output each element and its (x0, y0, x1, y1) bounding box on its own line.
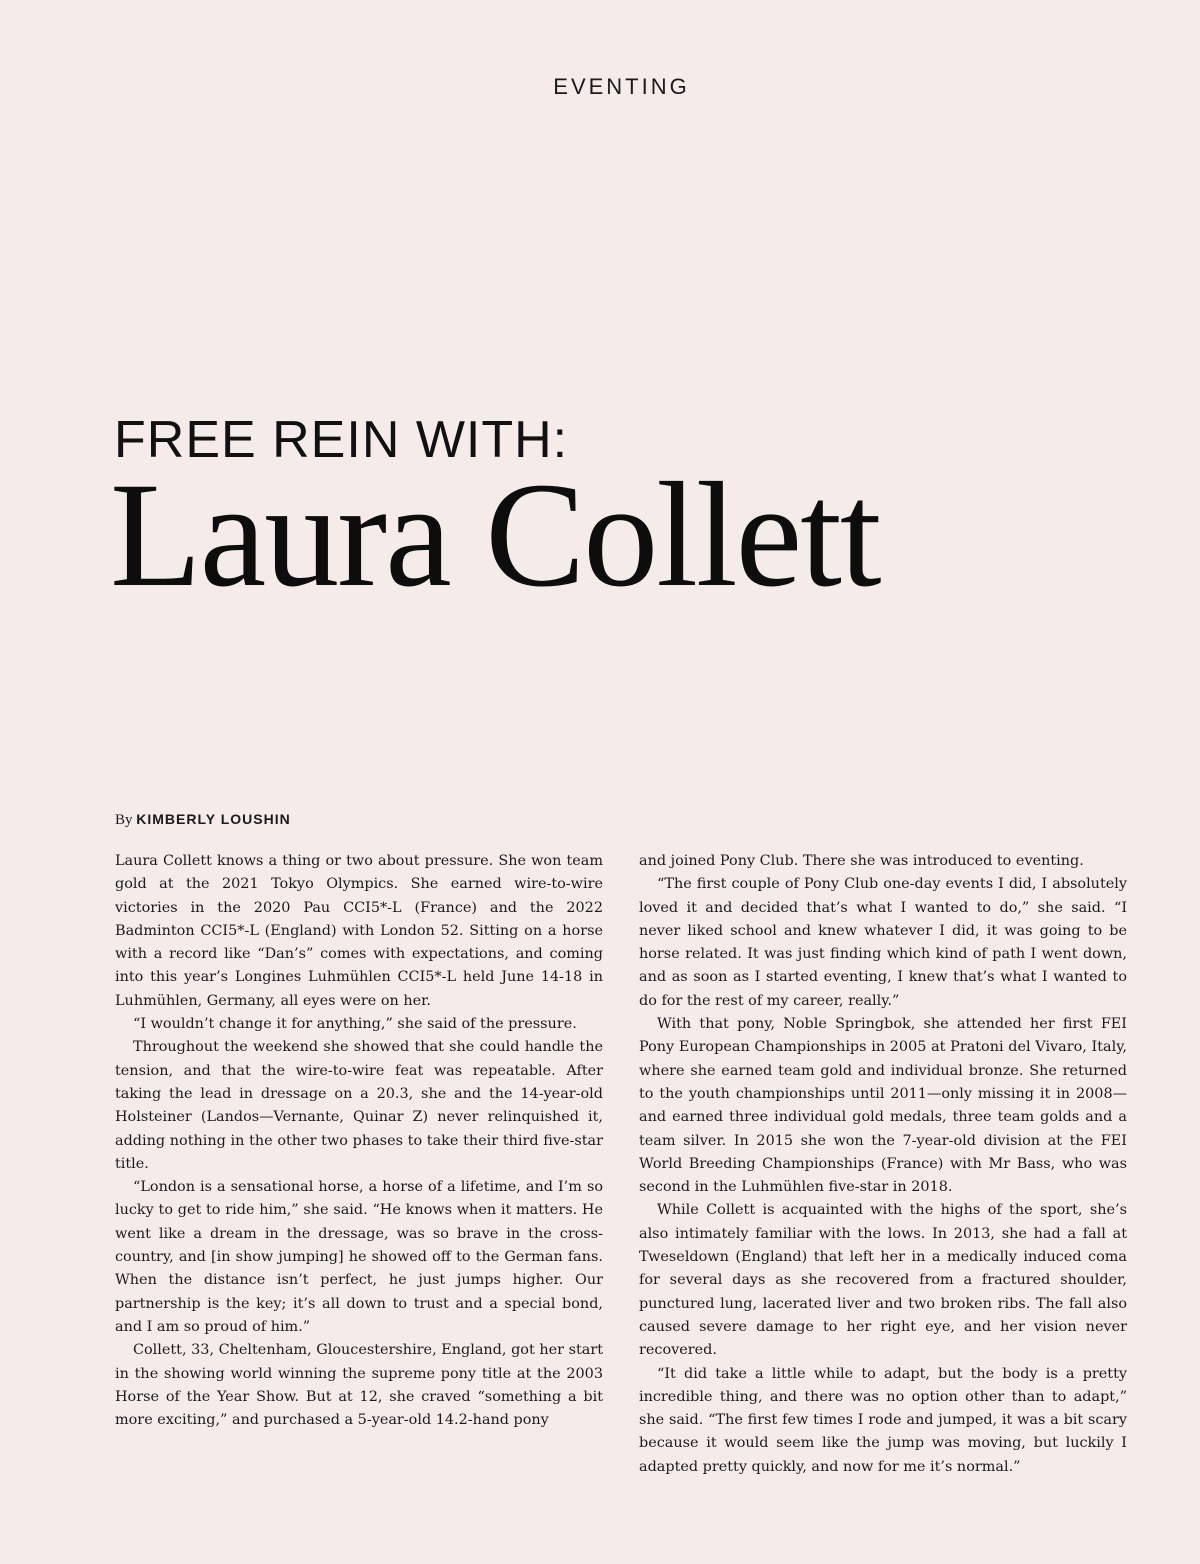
section-label: EVENTING (553, 74, 690, 99)
headline-kicker: FREE REIN WITH: (114, 411, 569, 469)
byline-prefix: By (115, 812, 133, 828)
article-paragraph: “The first couple of Pony Club one-day events I did, I absolutely loved it and decided that’s what I wanted to do,” she said. “I never liked school and knew whatever I did, it was going to be horse related. It was just finding which kind of path I went down, and as soon as I started eventing, I knew that’s what I wanted to do for the rest of my career, really.” (639, 876, 1127, 1009)
article-paragraph: Laura Collett knows a thing or two about pressure. She won team gold at the 2021 Tokyo Olympics. She earned wire-to-wire victories in the 2020 Pau CCI5*-L (France) and the 2022 Badminton CCI5*-L (England) with London 52. Sitting on a horse with a record like “Dan’s” comes with expectations, and coming into this year’s Longines Luhmühlen CCI5*-L held June 14-18 in Luhmühlen, Germany, all eyes were on her. (115, 853, 603, 1009)
article-paragraph: Collett, 33, Cheltenham, Gloucestershire, England, got her start in the showing world winning the supreme pony title at the 2003 Horse of the Year Show. But at 12, she craved “something a bit more exciting,” and purchased a 5-year-old 14.2-hand pony (115, 1342, 603, 1429)
article-paragraph: Throughout the weekend she showed that she could handle the tension, and that the wire-to-wire feat was repeatable. After taking the lead in dressage on a 20.3, she and the 14-year-old Holsteiner (Landos—Vernante, Quinar Z) never relinquished it, adding nothing in the other two phases to take their third five-star title. (115, 1039, 603, 1172)
article-paragraph: “I wouldn’t change it for anything,” she said of the pressure. (133, 1016, 577, 1033)
article-column-right (639, 850, 1127, 1479)
article-paragraph: While Collett is acquainted with the highs of the sport, she’s also intimately familiar with the lows. In 2013, she had a fall at Tweseldown (England) that left her in a medically induced coma for several days as she recovered from a fractured shoulder, punctured lung, lacerated liver and two broken ribs. The fall also caused severe damage to her right eye, and her vision never recovered. (639, 1202, 1127, 1359)
article-paragraph: “London is a sensational horse, a horse of a lifetime, and I’m so lucky to get to ride him,” she said. “He knows when it matters. He went like a dream in the dressage, was so brave in the cross-country, and [in show jumping] he showed off to the German fans. When the distance isn’t perfect, he just jumps higher. Our partnership is the key; it’s all down to trust and a special bond, and I am so proud of him.” (115, 1179, 603, 1335)
article-column-left (115, 850, 603, 1432)
headline-name: Laura Collett (110, 452, 880, 618)
article-paragraph: With that pony, Noble Springbok, she attended her first FEI Pony European Championships in 2005 at Pratoni del Vivaro, Italy, where she earned team gold and individual bronze. She returned to the youth championships until 2011—only missing it in 2008—and earned three individual gold medals, three team golds and a team silver. In 2015 she won the 7-year-old division at the FEI World Breeding Championships (France) with Mr Bass, who was second in the Luhmühlen five-star in 2018. (639, 1016, 1127, 1196)
article-paragraph: “It did take a little while to adapt, but the body is a pretty incredible thing, and there was no option other than to adapt,” she said. “The first few times I rode and jumped, it was a bit scary because it would seem like the jump was moving, but luckily I adapted pretty quickly, and now for me it’s normal.” (639, 1365, 1127, 1475)
article-paragraph: and joined Pony Club. There she was introduced to eventing. (639, 853, 1084, 869)
byline-author: KIMBERLY LOUSHIN (136, 811, 291, 827)
byline (115, 811, 291, 829)
